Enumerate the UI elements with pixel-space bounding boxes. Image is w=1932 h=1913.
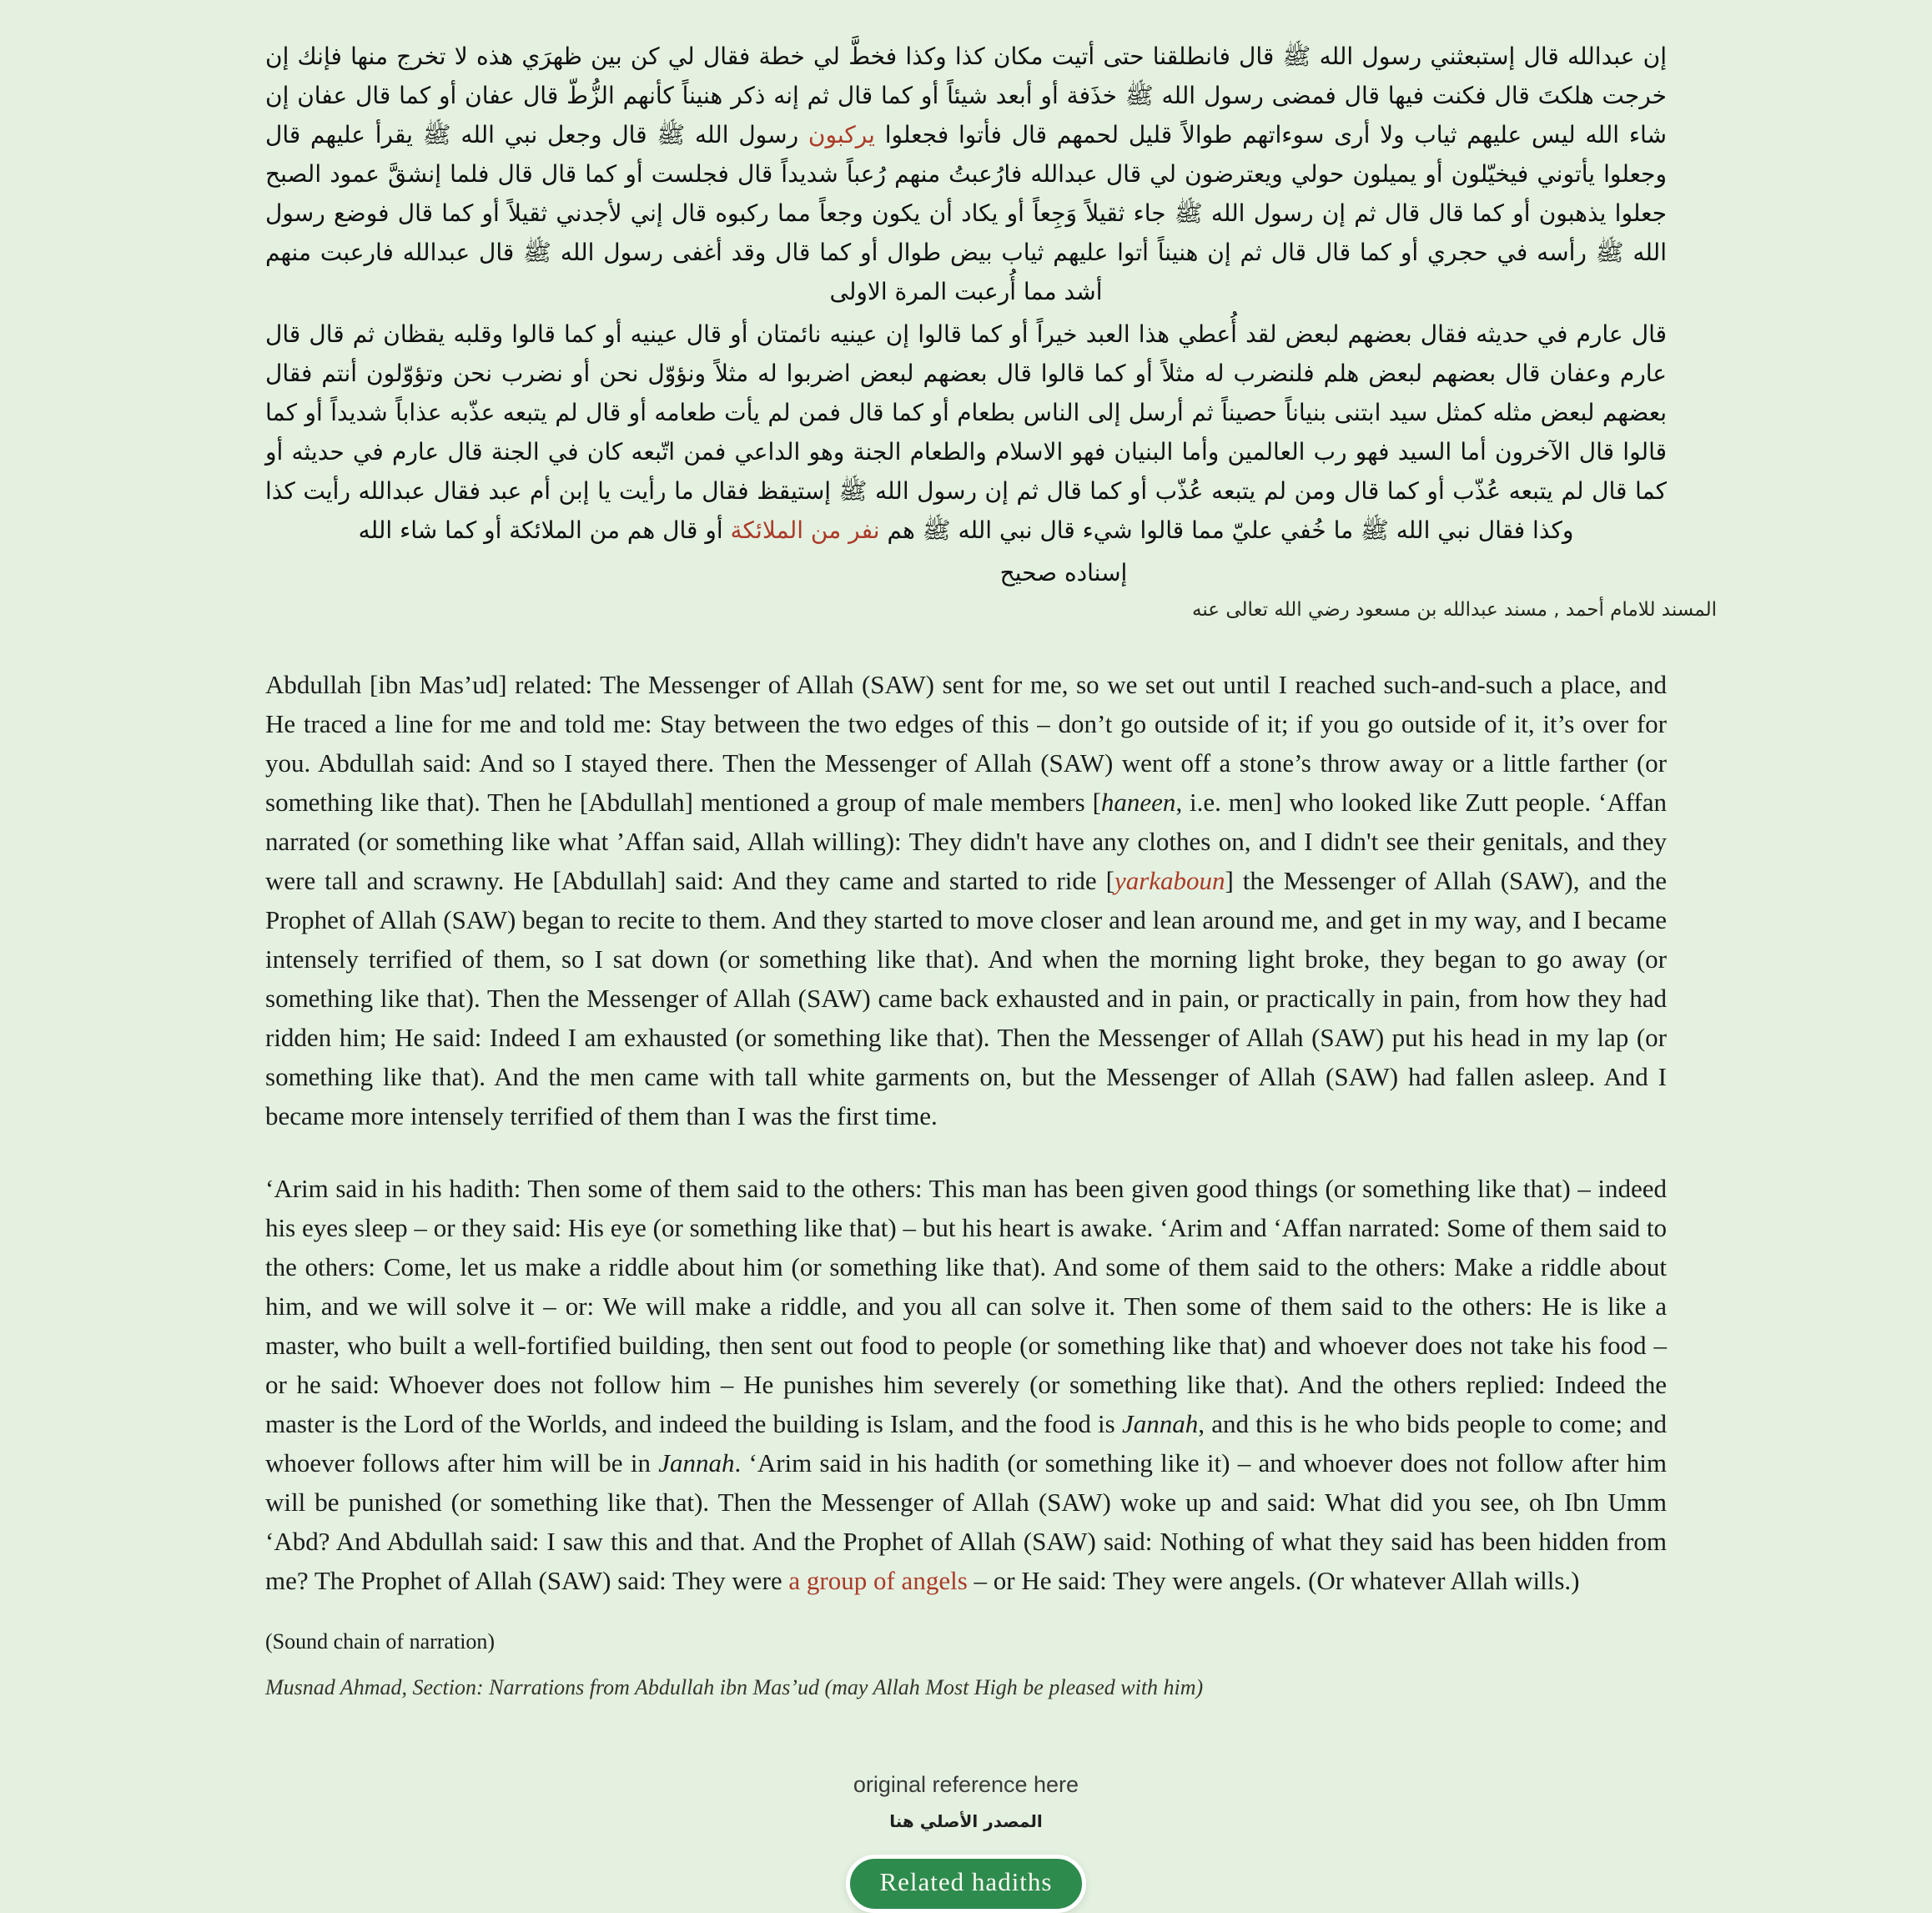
english-text-segment: ] the Messenger of Allah (SAW), and the Prophet of Allah (SAW) began to recite to them. And they started to move closer and lean around me, and get in my way, and I became intensely terrified of them, so I sat down (or something like that). And when the morning light broke, they began to go away (or something like that). Then the Messenger of Allah (SAW) came back exhausted and in pain, or practically in pain, from how they had ridden him; He said: Indeed I am exhausted (or something like that). Then the Messenger of Allah (SAW) put his head in my lap (or something like that). And the men came with tall white garments on, but the Messenger of Allah (SAW) had fallen asleep. And I became more intensely terrified of them than I was the first time.	[265, 866, 1668, 1131]
english-text-segment: , and this is he who bids people to come; and whoever follows after him will be in	[265, 1409, 1668, 1478]
highlighted-word-yarkaboun-english: yarkaboun	[1114, 866, 1225, 896]
english-text-segment: – or He said: They were angels. (Or whatever Allah wills.)	[967, 1566, 1580, 1596]
english-source-line: Musnad Ahmad, Section: Narrations from Abdullah ibn Mas’ud (may Allah Most High be pleased with him)	[265, 1675, 1204, 1700]
highlighted-phrase-group-of-angels-english: a group of angels	[788, 1566, 968, 1596]
english-paragraph-1	[265, 665, 1667, 1135]
arabic-text-segment: رسول الله ﷺ قال وجعل نبي الله ﷺ يقرأ عليهم قال وجعلوا يأتوني فيخيّلون أو يميلون حولي ويعترضون لي قال عبدالله فارُعبتُ منهم رُعباً شديداً قال فجلست أو كما قال قال فلما إنشقَّ عمود الصبح جعلوا يذهبون أو كما قال قال ثم إن رسول الله ﷺ جاء ثقيلاً وَجِعاً أو يكاد أن يكون وجعاً مما ركبوه قال إني لأجدني ثقيلاً أو كما قال فوضع رسول الله ﷺ رأسه في حجري أو كما قال قال ثم إن هنيناً أتوا عليهم ثياب بيض طوال أو كما قال وقد أغفى رسول الله ﷺ قال عبدالله فارعبت منهم أشد مما أُرعبت المرة الاولى	[265, 121, 1667, 306]
related-hadiths-button[interactable]: Related hadiths	[846, 1855, 1087, 1913]
english-paragraph-2	[265, 1169, 1667, 1600]
arabic-grading-line: إسناده صحيح	[999, 559, 1128, 587]
english-translation-section	[265, 665, 1667, 1707]
arabic-text-segment: قال عارم في حديثه فقال بعضهم لبعض لقد أُعطي هذا العبد خيراً أو كما قالوا إن عينيه نائمتان أو قال عينيه أو كما قالوا وقلبه يقظان ثم قال قال عارم وعفان قال بعضهم لبعض هلم فلنضرب له مثلاً أو كما قالوا قال بعضهم لبعض اضربوا له مثلاً ونؤوّل نحن أو نضرب نحن وتؤوّلون أنتم فقال بعضهم لبعض مثله كمثل سيد ابتنى بنياناً حصيناً ثم أرسل إلى الناس بطعام أو كما قال فمن لم يأت طعامه أو قال لم يتبعه عذّبه عذاباً شديداً أو كما قالوا قال الآخرون أما السيد فهو رب العالمين وأما البنيان فهو الاسلام والطعام الجنة وهو الداعي فمن اتّبعه كان في الجنة قال عارم في حديثه أو كما قال لم يتبعه عُذّب أو كما قال ومن لم يتبعه عُذّب أو كما قال ثم إن رسول الله ﷺ إستيقظ فقال ما رأيت يا إبن أم عبد فقال عبدالله رأيت كذا وكذا فقال نبي الله ﷺ ما خُفي عليّ مما قالوا شيء قال نبي الله ﷺ هم	[265, 320, 1667, 545]
arabic-hadith-paragraph-2	[265, 315, 1667, 550]
transliteration-jannah: Jannah	[658, 1448, 735, 1478]
highlighted-word-yarkaboun-arabic: يركبون	[808, 121, 875, 149]
transliteration-jannah: Jannah	[1121, 1409, 1199, 1439]
arabic-text-segment: أو قال هم من الملائكة أو كما شاء الله	[358, 516, 731, 545]
highlighted-phrase-group-of-angels-arabic: نفر من الملائكة	[730, 516, 880, 545]
arabic-source-line: المسند للامام أحمد , مسند عبدالله بن مسعود رضي الله تعالى عنه	[1192, 599, 1717, 622]
english-text-segment: Abdullah [ibn Mas’ud] related: The Messenger of Allah (SAW) sent for me, so we set out until I reached such-and-such a place, and He traced a line for me and told me: Stay between the two edges of this – don’t go outside of it; if you go outside of it, it’s over for you. Abdullah said: And so I stayed there. Then the Messenger of Allah (SAW) went off a stone’s throw away or a little farther (or something like that). Then he [Abdullah] mentioned a group of male members [	[265, 670, 1667, 818]
arabic-hadith-paragraph-1	[265, 37, 1667, 311]
arabic-hadith-section	[265, 0, 1717, 627]
page-footer	[265, 1772, 1667, 1913]
english-text-segment: ‘Arim said in his hadith: Then some of them said to the others: This man has been given good things (or something like that) – indeed his eyes sleep – or they said: His eye (or something like that) – but his heart is awake. ‘Arim and ‘Affan narrated: Some of them said to the others: Come, let us make a riddle about him (or something like that). And some of them said to the others: Make a riddle about him, and we will solve it – or: We will make a riddle, and you all can solve it. Then some of them said to the others: He is like a master, who built a well-fortified building, then sent out food to people (or something like that) and whoever does not take his food – or he said: Whoever does not follow him – He punishes him severely (or something like that). And the others replied: Indeed the master is the Lord of the Worlds, and indeed the building is Islam, and the food is	[265, 1174, 1667, 1439]
arabic-text-segment: إن عبدالله قال إستبعثني رسول الله ﷺ قال فانطلقنا حتى أتيت مكان كذا وكذا فخطَّ لي خطة فقال لي كن بين ظهرَي هذه لا تخرج منها فإنك إن خرجت هلكتَ قال فكنت فيها قال فمضى رسول الله ﷺ خذَفة أو أبعد شيئاً أو كما قال ثم إنه ذكر هنيناً كأنهم الزُّطّ قال عفان أو كما قال عفان إن شاء الله ليس عليهم ثياب ولا أرى سوءاتهم طوالاً قليل لحمهم قال فأتوا فجعلوا	[265, 43, 1667, 149]
original-reference-link-arabic[interactable]: المصدر الأصلي هنا	[889, 1811, 1043, 1832]
page-content	[265, 0, 1717, 1913]
english-text-segment: , i.e. men] who looked like Zutt people. ‘Affan narrated (or something like what ’Affan said, Allah willing): They didn't have any clothes on, and I didn't see their genitals, and they were tall and scrawny. He [Abdullah] said: And they came and started to ride [	[265, 788, 1667, 896]
english-text-segment: . ‘Arim said in his hadith (or something like it) – and whoever does not follow after him will be punished (or something like that). Then the Messenger of Allah (SAW) woke up and said: What did you see, oh Ibn Umm ‘Abd? And Abdullah said: I saw this and that. And the Prophet of Allah (SAW) said: Nothing of what they said has been hidden from me? The Prophet of Allah (SAW) said: They were	[265, 1448, 1667, 1596]
original-reference-link-english[interactable]: original reference here	[853, 1772, 1079, 1798]
transliteration-haneen: haneen	[1100, 788, 1176, 818]
sound-chain-note: (Sound chain of narration)	[265, 1629, 496, 1654]
